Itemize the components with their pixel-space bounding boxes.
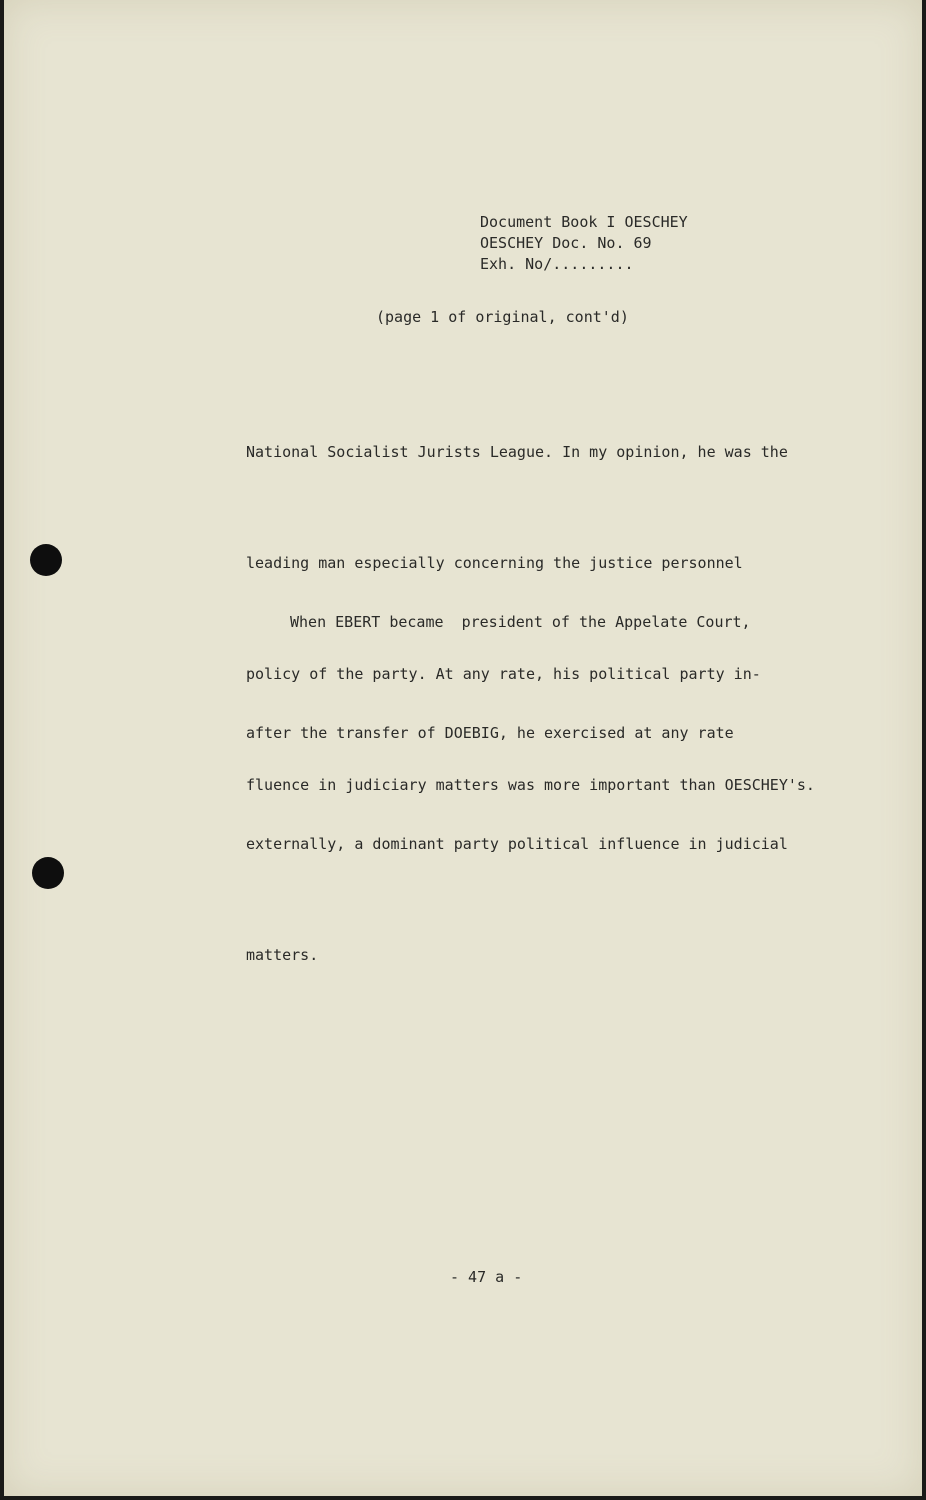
paragraph-line: externally, a dominant party political influence in judicial [246, 835, 788, 853]
exhibit-number-label: Exh. No/......... [480, 255, 634, 273]
document-page [4, 0, 922, 1496]
paragraph-line: fluence in judiciary matters was more important than OESCHEY's. [246, 776, 815, 794]
paragraph-line: after the transfer of DOEBIG, he exercised at any rate [246, 724, 734, 742]
paragraph-line: policy of the party. At any rate, his political party in- [246, 665, 761, 683]
paragraph-line: matters. [246, 946, 319, 964]
punch-hole [30, 544, 62, 576]
paragraph-2 [246, 530, 788, 1048]
document-header [480, 212, 688, 275]
page-number: - 47 a - [450, 1268, 523, 1286]
paragraph-line: When EBERT became president of the Appelate Court, [290, 613, 751, 631]
document-number-label: OESCHEY Doc. No. 69 [480, 234, 652, 252]
paragraph-line: leading man especially concerning the justice personnel [246, 554, 743, 572]
punch-hole [32, 857, 64, 889]
paragraph-line: National Socialist Jurists League. In my opinion, he was the [246, 443, 788, 461]
document-book-label: Document Book I OESCHEY [480, 213, 688, 231]
page-subheading: (page 1 of original, cont'd) [376, 308, 629, 326]
